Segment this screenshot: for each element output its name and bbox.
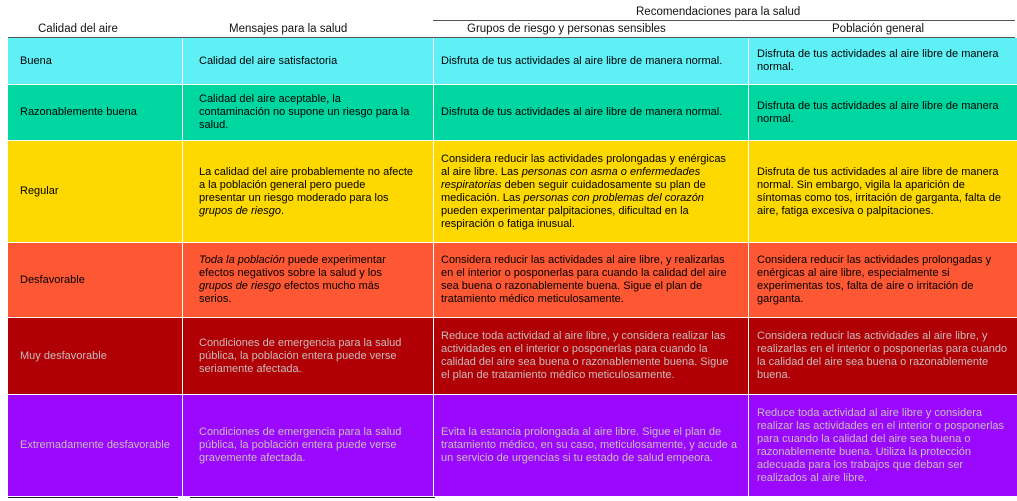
level-label: Desfavorable (20, 273, 85, 286)
aqi-row-buena (8, 38, 1017, 84)
level-label: Muy desfavorable (20, 349, 107, 362)
recommendation-emphasis: personas con problemas del corazón (523, 191, 704, 204)
recommendation-general-population: Considera reducir las actividades al aire libre, y realizarlas en el interior o posponerlas para cuando la calidad del aire sea buena o razonablemente buena. (757, 330, 1008, 381)
header-divider-recomendaciones (433, 20, 1015, 21)
message-text: puede experimentar efectos negativos sobre la salud y los (199, 254, 386, 279)
recommendation-text: pueden experimentar palpitaciones, dificultad en la respiración o fatiga inusual. (441, 204, 689, 230)
health-message: Calidad del aire satisfactoria (199, 54, 338, 67)
aqi-row-desfavorable (8, 243, 1017, 317)
health-message (199, 141, 414, 242)
message-emphasis: grupos de riesgo (199, 204, 281, 217)
recommendation-general-population: Reduce toda actividad al aire libre y considera realizar las actividades en el interior o posponerlas para cuando la calidad del aire sea buena o razonablemente buena. Utiliza la protección adecuada para los trabajos que deban ser realizados al aire libre. (757, 406, 1005, 484)
header-poblacion: Población general (832, 23, 925, 35)
health-message: Condiciones de emergencia para la salud pública, la población entera puede verse gravemente afectada. (199, 426, 402, 464)
message-text: . (280, 204, 285, 217)
level-label: Buena (20, 54, 52, 67)
aqi-row-razonablemente-buena (8, 85, 1017, 140)
aqi-row-regular (8, 141, 1017, 242)
health-message: Condiciones de emergencia para la salud pública, la población entera puede verse seriamente afectada. (199, 336, 402, 375)
message-emphasis: Toda la población (199, 254, 285, 266)
level-label: Regular (20, 185, 59, 197)
recommendation-sensitive-groups: Disfruta de tus actividades al aire libre de manera normal. (441, 106, 723, 118)
health-message: Calidad del aire aceptable, la contaminación no supone un riesgo para la salud. (199, 93, 410, 131)
recommendation-general-population: Disfruta de tus actividades al aire libre de manera normal. (757, 48, 999, 73)
recommendation-emphasis: personas con asma o enfermedades respiratorias (441, 165, 701, 191)
header-grupos: Grupos de riesgo y personas sensibles (467, 23, 666, 35)
recommendation-sensitive-groups: Evita la estancia prolongada al aire libre. Sigue el plan de tratamiento médico, en su caso, meticulosamente, y acude a un servicio de urgencias si tu estado de salud empeora. (441, 426, 737, 464)
message-text: La calidad del aire probablemente no afecte a la población general pero puede presentar un riesgo moderado para los (199, 165, 414, 204)
recommendation-sensitive-groups (441, 141, 737, 242)
bottom-rule (190, 497, 435, 498)
health-message (199, 243, 414, 317)
column-separator (748, 38, 749, 496)
aqi-row-muy-desfavorable (8, 318, 1017, 394)
recommendation-sensitive-groups: Reduce toda actividad al aire libre, y considera realizar las actividades en el interior o posponerlas para cuando la calidad del aire sea buena o razonablemente buena. Sigue el plan de tratamiento médico meticulosamente. (441, 330, 729, 381)
recommendation-text: Considera reducir las actividades prolongadas y enérgicas al aire libre. Las (441, 152, 726, 178)
message-text: efectos mucho más serios. (199, 280, 380, 305)
header-mensajes: Mensajes para la salud (229, 23, 348, 35)
recommendation-sensitive-groups: Considera reducir las actividades al aire libre, y realizarlas en el interior o posponerlas para cuando la calidad del aire sea buena o razonablemente buena. Sigue el plan de tratamiento médico meticulosamente. (441, 254, 727, 305)
aqi-row-extremadamente-desfavorable (8, 395, 1017, 496)
recommendation-general-population: Disfruta de tus actividades al aire libre de manera normal. (757, 99, 999, 125)
recommendation-general-population: Disfruta de tus actividades al aire libre de manera normal. Sin embargo, vigila la aparición de síntomas como tos, irritación de garganta, falta de aire, fatiga excesiva o palpitaciones. (757, 165, 1001, 217)
recommendation-general-population: Considera reducir las actividades prolongadas y enérgicas al aire libre, especialmente si experimentas tos, falta de aire o irritación de garganta. (757, 254, 992, 305)
recommendation-sensitive-groups: Disfruta de tus actividades al aire libre de manera normal. (441, 54, 723, 67)
bottom-rule (8, 497, 178, 498)
recommendation-text: deben seguir cuidadosamente su plan de medicación. Las (441, 178, 706, 204)
column-separator (433, 38, 434, 496)
column-separator (182, 38, 183, 496)
header-calidad: Calidad del aire (38, 23, 118, 35)
message-emphasis: grupos de riesgo (199, 280, 281, 292)
level-label: Extremadamente desfavorable (20, 439, 170, 451)
header-recomendaciones: Recomendaciones para la salud (636, 6, 801, 18)
level-label: Razonablemente buena (20, 106, 137, 118)
